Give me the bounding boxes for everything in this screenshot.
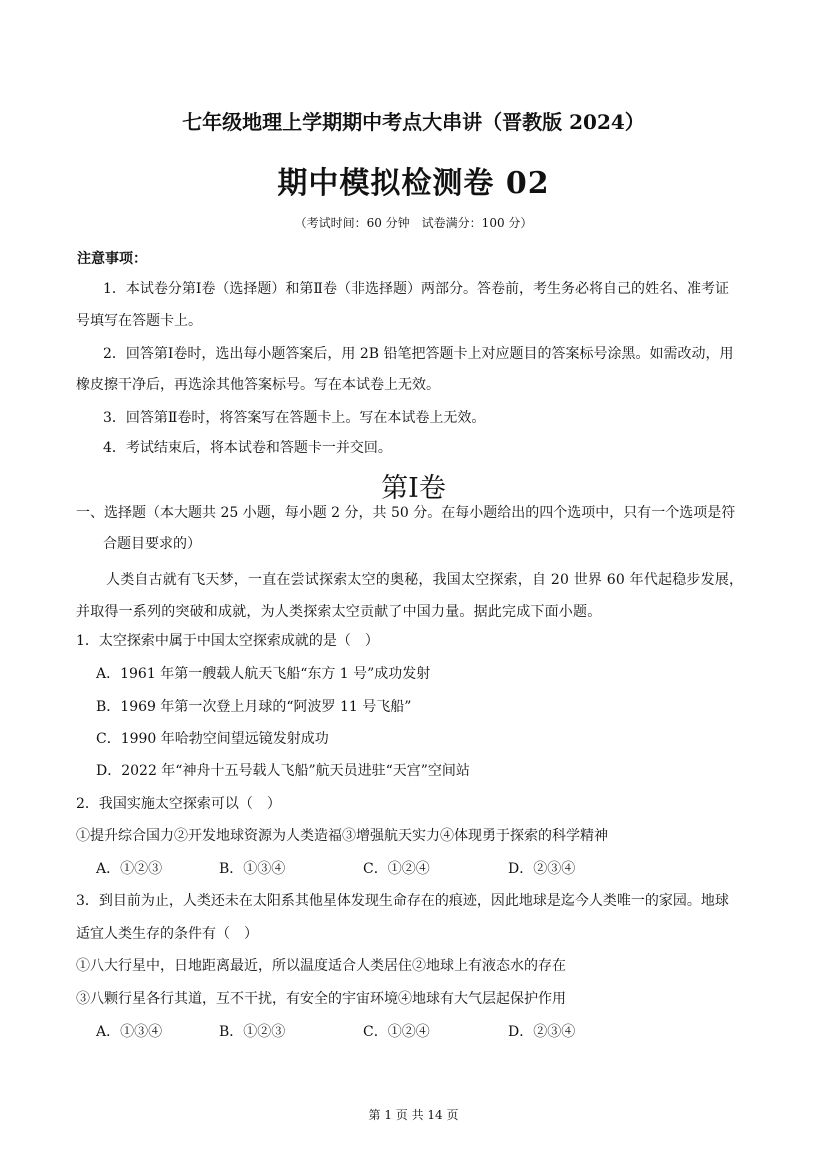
q3-option-b: B．①②③ <box>219 1024 286 1040</box>
q3-stem-line-1: 3．到目前为止，人类还未在太阳系其他星体发现生命存在的痕迹，因此地球是迄今人类唯一的家园。地球 <box>76 893 729 909</box>
series-title: 七年级地理上学期期中考点大串讲（晋教版 2024） <box>182 110 645 134</box>
section-instruction-line-1: 一、选择题（本大题共 25 小题，每小题 2 分，共 50 分。在每小题给出的四个选项中，只有一个选项是符 <box>76 505 736 521</box>
q2-option-a: A．①②③ <box>96 861 163 877</box>
notes-heading: 注意事项： <box>77 251 147 267</box>
q3-option-d: D．②③④ <box>508 1024 576 1040</box>
q1-stem: 1．太空探索中属于中国太空探索成就的是（ ） <box>76 633 379 649</box>
q3-statement-1: ①八大行星中，日地距离最近，所以温度适合人类居住②地球上有液态水的存在 <box>76 958 566 974</box>
q3-option-c: C．①②④ <box>363 1024 430 1040</box>
q1-option-b: B．1969 年第一次登上月球的“阿波罗 11 号飞船” <box>96 699 412 715</box>
q1-option-a: A．1961 年第一艘载人航天飞船“东方 1 号”成功发射 <box>96 666 431 682</box>
exam-info: （考试时间：60 分钟 试卷满分：100 分） <box>294 216 533 230</box>
intro-line-2: 并取得一系列的突破和成就，为人类探索太空贡献了中国力量。据此完成下面小题。 <box>76 604 602 620</box>
q3-statement-2: ③八颗行星各行其道，互不干扰，有安全的宇宙环境④地球有大气层起保护作用 <box>76 991 566 1007</box>
note-item-1-line-1: 1．本试卷分第Ⅰ卷（选择题）和第Ⅱ卷（非选择题）两部分。答卷前，考生务必将自己的姓名、准考证 <box>103 281 729 297</box>
q1-option-c: C．1990 年哈勃空间望远镜发射成功 <box>96 731 329 747</box>
q3-option-a: A．①③④ <box>96 1024 163 1040</box>
note-item-3: 3．回答第Ⅱ卷时，将答案写在答题卡上。写在本试卷上无效。 <box>103 410 486 426</box>
note-item-4: 4．考试结束后，将本试卷和答题卡一并交回。 <box>103 440 392 456</box>
exam-title: 期中模拟检测卷 02 <box>277 166 550 201</box>
q2-option-b: B．①③④ <box>219 861 286 877</box>
note-item-2-line-2: 橡皮擦干净后，再选涂其他答案标号。写在本试卷上无效。 <box>76 377 440 393</box>
section-instruction-line-2: 合题目要求的） <box>103 536 201 552</box>
q3-stem-line-2: 适宜人类生存的条件有（ ） <box>76 926 258 942</box>
q1-option-d: D．2022 年“神舟十五号载人飞船”航天员进驻“天宫”空间站 <box>96 763 470 779</box>
q2-stem: 2．我国实施太空探索可以（ ） <box>76 796 281 812</box>
note-item-2-line-1: 2．回答第Ⅰ卷时，选出每小题答案后，用 2B 铅笔把答题卡上对应题目的答案标号涂黑。如需改动，用 <box>103 346 734 362</box>
intro-line-1: 人类自古就有飞天梦，一直在尝试探索太空的奥秘，我国太空探索，自 20 世界 60 年代起稳步发展， <box>106 572 744 588</box>
q2-option-d: D．②③④ <box>508 861 576 877</box>
volume-title: 第Ⅰ卷 <box>381 473 446 504</box>
q2-statements: ①提升综合国力②开发地球资源为人类造福③增强航天实力④体现勇于探索的科学精神 <box>76 828 608 844</box>
page-footer: 第 1 页 共 14 页 <box>368 1108 459 1122</box>
note-item-1-line-2: 号填写在答题卡上。 <box>76 313 202 329</box>
q2-option-c: C．①②④ <box>363 861 430 877</box>
